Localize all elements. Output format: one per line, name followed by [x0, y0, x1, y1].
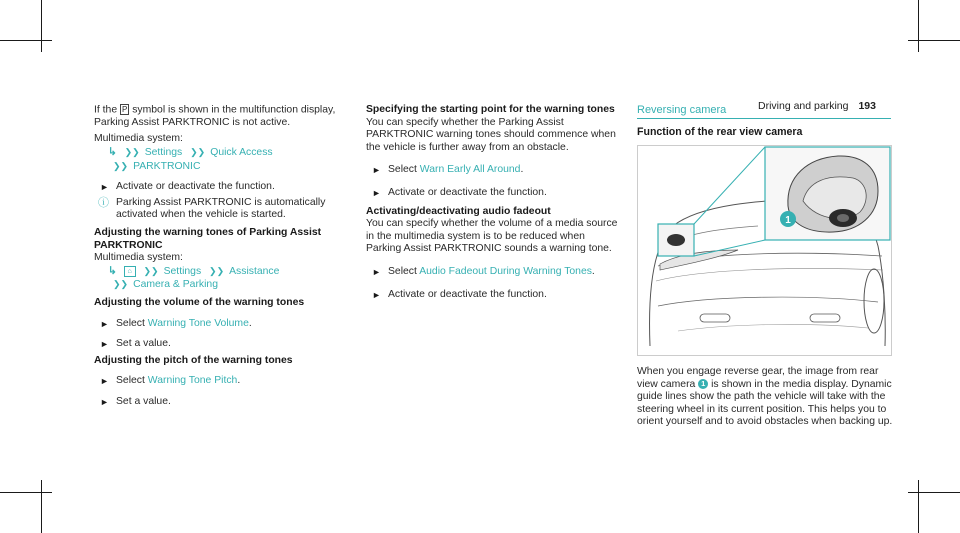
menu-item-assistance[interactable]: Assistance	[229, 265, 280, 277]
intro-paragraph: If the P symbol is shown in the multifunction display, Parking Assist PARKTRONIC is not active.	[94, 104, 336, 128]
step-arrow-icon: ►	[100, 396, 109, 407]
step-arrow-icon: ►	[372, 165, 381, 176]
step-arrow-icon: ►	[372, 266, 381, 277]
chevron-icon: ❯❯	[190, 147, 206, 158]
step: ► Activate or deactivate the function.	[372, 288, 547, 300]
step-arrow-icon: ►	[100, 376, 109, 387]
chevron-icon: ❯❯	[113, 279, 129, 290]
section-rule	[637, 118, 891, 119]
menu-path	[94, 278, 350, 292]
step-arrow-icon: ►	[372, 289, 381, 300]
crop-mark	[918, 480, 919, 533]
menu-path	[94, 146, 350, 160]
menu-path	[94, 265, 350, 279]
step-arrow-icon: ►	[100, 339, 109, 350]
crop-mark	[41, 0, 42, 52]
chevron-icon: ❯❯	[113, 160, 129, 171]
step: ► Select Audio Fadeout During Warning Tones.	[372, 265, 595, 277]
menu-item-settings[interactable]: Settings	[144, 147, 183, 159]
heading-audio-fadeout: Activating/deactivating audio fadeout	[366, 205, 551, 217]
menu-item-camera-parking[interactable]: Camera & Parking	[133, 279, 218, 291]
home-icon: ⌂	[124, 266, 136, 277]
section-name: Driving and parking	[758, 100, 849, 112]
step-arrow-icon: ►	[100, 318, 109, 329]
heading-volume: Adjusting the volume of the warning tones	[94, 296, 305, 308]
chevron-icon: ❯❯	[124, 147, 140, 158]
crop-mark	[908, 40, 960, 41]
step: ► Set a value.	[100, 338, 171, 350]
left-column	[94, 104, 350, 409]
step: ► Select Warning Tone Volume.	[100, 317, 252, 329]
multimedia-label: Multimedia system:	[94, 133, 183, 145]
paragraph: When you engage reverse gear, the image from rear view camera 1 is shown in the media display. Dynamic guide lines show the path the vehicle will take with the steering wheel in its current position. This helps you to orient yourself and to avoid obstacles when backing up.	[637, 366, 893, 428]
crop-mark	[41, 480, 42, 533]
section-title: Reversing camera	[637, 104, 727, 116]
rear-camera-figure	[637, 145, 892, 356]
menu-item-audio-fadeout[interactable]: Audio Fadeout During Warning Tones	[419, 265, 592, 277]
enter-arrow-icon: ↳	[108, 265, 117, 277]
menu-item-warn-early[interactable]: Warn Early All Around	[419, 164, 521, 176]
crop-mark	[918, 0, 919, 52]
paragraph: You can specify whether the volume of a media source in the multimedia system is to be reduced when Parking Assist PARKTRONIC sounds a warning tone.	[366, 218, 618, 255]
step: ► Activate or deactivate the function.	[100, 181, 275, 193]
menu-item-quick-access[interactable]: Quick Access	[210, 147, 273, 159]
step-arrow-icon: ►	[372, 187, 381, 198]
middle-column	[366, 104, 622, 301]
car-rear-illustration	[638, 146, 891, 355]
crop-mark	[908, 492, 960, 493]
multimedia-label: Multimedia system:	[94, 252, 183, 264]
subsection-title: Function of the rear view camera	[637, 126, 803, 138]
heading-starting-point: Specifying the starting point for the warning tones	[366, 104, 615, 115]
chevron-icon: ❯❯	[143, 265, 159, 276]
menu-item-settings[interactable]: Settings	[163, 265, 202, 277]
step: ► Set a value.	[100, 395, 171, 407]
page-number: 193	[858, 100, 876, 112]
chevron-icon: ❯❯	[209, 265, 225, 276]
parktronic-off-icon: P	[122, 105, 128, 114]
crop-mark	[0, 40, 52, 41]
heading-pitch: Adjusting the pitch of the warning tones	[94, 354, 293, 366]
menu-item-parktronic[interactable]: PARKTRONIC	[133, 160, 201, 172]
crop-mark	[0, 492, 52, 493]
step: ► Select Warn Early All Around.	[372, 164, 524, 176]
info-icon: ⓘ	[98, 196, 109, 209]
step: ► Select Warning Tone Pitch.	[100, 375, 241, 387]
paragraph: You can specify whether the Parking Assist PARKTRONIC warning tones should commence when the vehicle is further away from an obstacle.	[366, 116, 616, 153]
right-body	[637, 366, 893, 429]
menu-path	[94, 160, 350, 174]
note: ⓘ Parking Assist PARKTRONIC is automatically activated when the vehicle is started.	[98, 196, 326, 221]
menu-item-warning-tone-pitch[interactable]: Warning Tone Pitch	[147, 375, 238, 387]
menu-item-warning-tone-volume[interactable]: Warning Tone Volume	[147, 317, 249, 329]
callout-badge: 1	[698, 379, 708, 389]
heading-warning-tones: Adjusting the warning tones of Parking Assist PARKTRONIC	[94, 227, 322, 251]
camera-callout-label: 1	[785, 215, 791, 226]
enter-arrow-icon: ↳	[108, 147, 117, 159]
running-header	[758, 100, 876, 112]
step: ► Activate or deactivate the function.	[372, 186, 547, 198]
step-arrow-icon: ►	[100, 182, 109, 193]
